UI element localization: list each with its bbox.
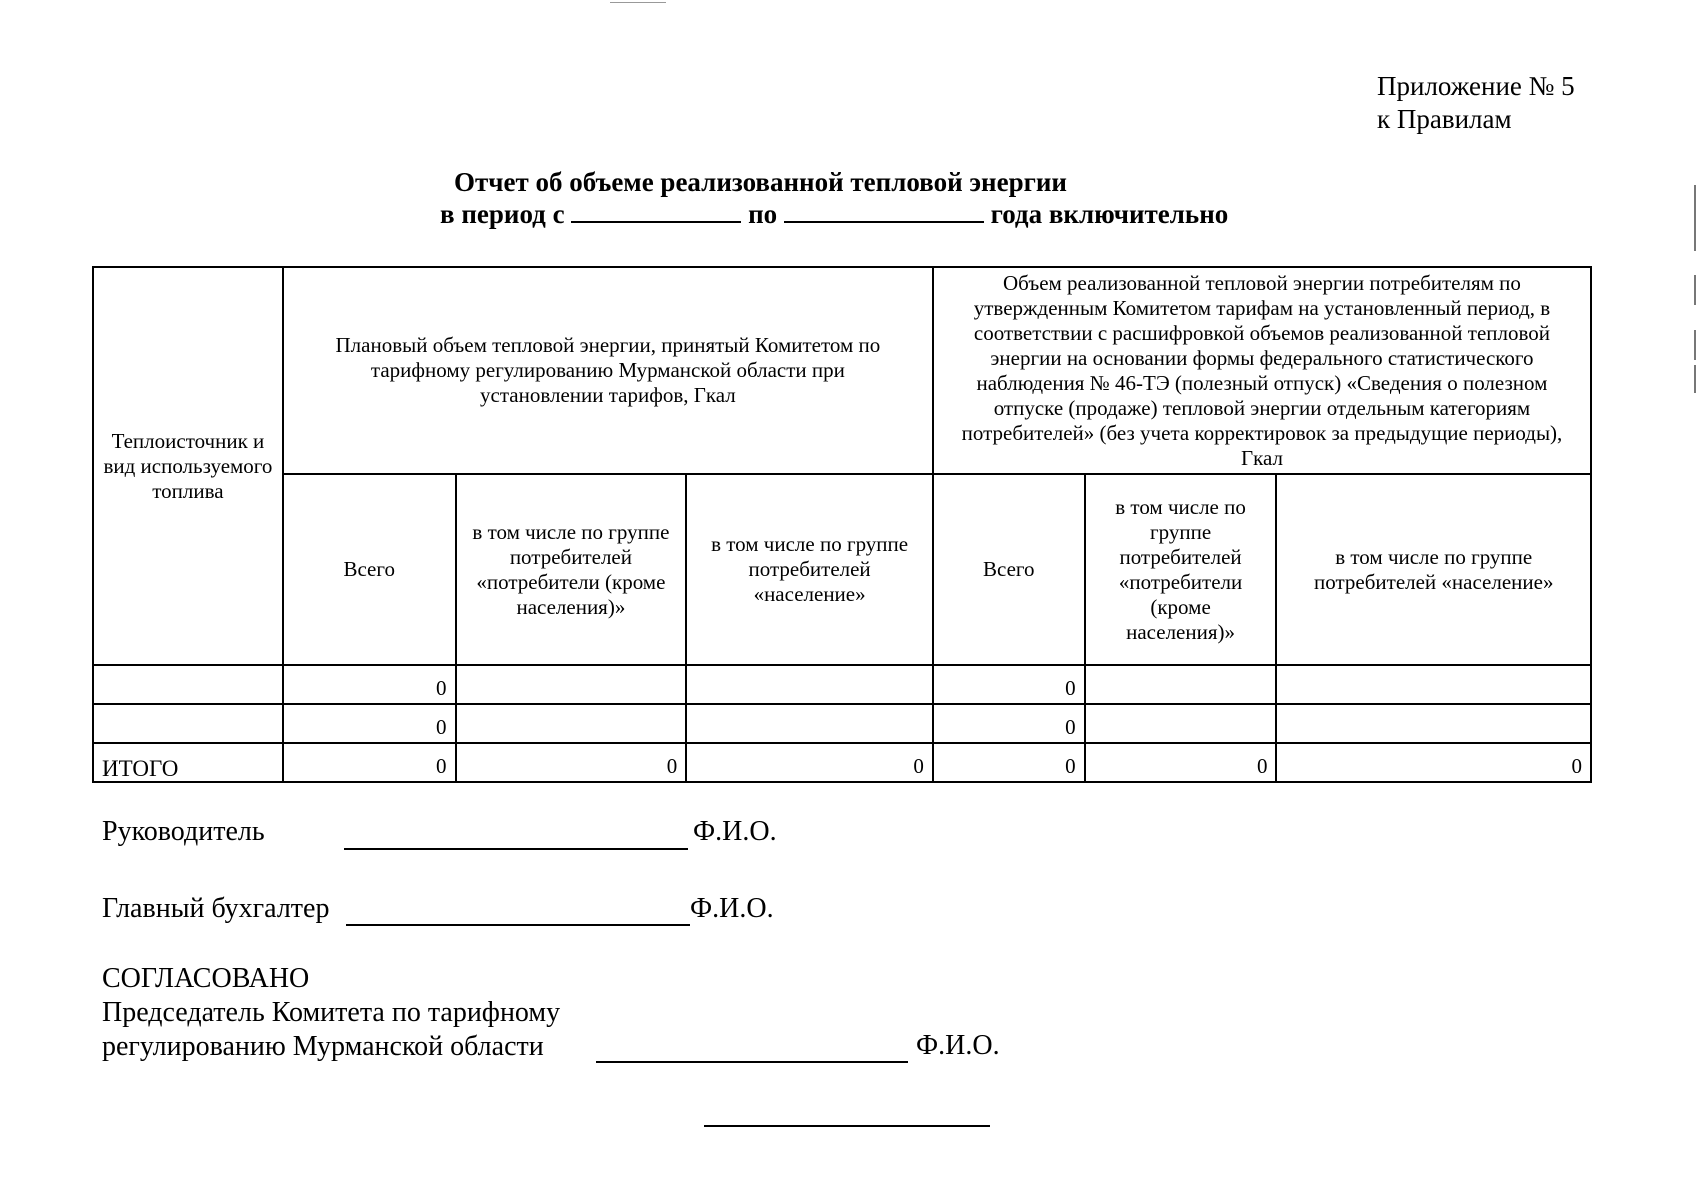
cell-source[interactable] bbox=[93, 704, 283, 743]
cell-actual-total[interactable]: 0 bbox=[933, 704, 1085, 743]
document-period bbox=[440, 199, 1228, 230]
table-subheader-row bbox=[93, 474, 1591, 665]
accountant-signature-line[interactable] bbox=[346, 924, 690, 926]
period-year-label: года включительно bbox=[990, 199, 1229, 229]
cell-total-label: ИТОГО bbox=[93, 743, 283, 782]
cell-total-planned-total: 0 bbox=[283, 743, 456, 782]
cell-actual-population[interactable] bbox=[1276, 665, 1591, 704]
scan-artifact-edge bbox=[1694, 330, 1696, 360]
header-actual-population: в том числе по группе потребителей «население» bbox=[1276, 474, 1591, 665]
cell-planned-non-population[interactable] bbox=[456, 704, 687, 743]
cell-planned-total[interactable]: 0 bbox=[283, 665, 456, 704]
scan-artifact-edge bbox=[1694, 185, 1696, 251]
agreed-heading: СОГЛАСОВАНО bbox=[102, 963, 310, 994]
chairman-signature-line[interactable] bbox=[596, 1061, 908, 1063]
cell-planned-non-population[interactable] bbox=[456, 665, 687, 704]
header-planned-non-population: в том числе по группе потребителей «потребители (кроме населения)» bbox=[456, 474, 687, 665]
accountant-label: Главный бухгалтер bbox=[102, 893, 330, 924]
table-total-row bbox=[93, 743, 1591, 782]
cell-total-actual-population: 0 bbox=[1276, 743, 1591, 782]
cell-actual-non-population[interactable] bbox=[1085, 704, 1277, 743]
cell-planned-population[interactable] bbox=[686, 665, 933, 704]
chairman-title-line2: регулированию Мурманской области bbox=[102, 1031, 544, 1062]
header-planned-group: Плановый объем тепловой энергии, принятый Комитетом по тарифному регулированию Мурманской области при установлении тарифов, Гкал bbox=[283, 267, 933, 474]
appendix-number: Приложение № 5 bbox=[1377, 71, 1575, 101]
document-title: Отчет об объеме реализованной тепловой энергии bbox=[454, 167, 1067, 197]
cell-total-planned-non-population: 0 bbox=[456, 743, 687, 782]
cell-total-planned-population: 0 bbox=[686, 743, 933, 782]
closing-rule bbox=[704, 1125, 990, 1127]
cell-actual-non-population[interactable] bbox=[1085, 665, 1277, 704]
chairman-fio: Ф.И.О. bbox=[916, 1030, 1000, 1061]
cell-planned-total[interactable]: 0 bbox=[283, 704, 456, 743]
chairman-title-line1: Председатель Комитета по тарифному bbox=[102, 997, 561, 1028]
header-actual-group: Объем реализованной тепловой энергии потребителям по утвержденным Комитетом тарифам на установленный период, в соответствии с расшифровкой объемов реализованной тепловой энергии на основании формы федерального статистического наблюдения № 46-ТЭ (полезный отпуск) «Сведения о полезном отпуске (продаже) тепловой энергии отдельным категориям потребителей» (без учета корректировок за предыдущие периоды), Гкал bbox=[933, 267, 1591, 474]
scan-artifact-edge bbox=[1694, 275, 1696, 305]
cell-actual-total[interactable]: 0 bbox=[933, 665, 1085, 704]
header-planned-population: в том числе по группе потребителей «население» bbox=[686, 474, 933, 665]
header-planned-total: Всего bbox=[283, 474, 456, 665]
appendix-reference bbox=[1377, 70, 1575, 136]
scan-artifact-top bbox=[610, 2, 666, 3]
report-table bbox=[92, 266, 1592, 783]
table-header-row bbox=[93, 267, 1591, 474]
cell-planned-population[interactable] bbox=[686, 704, 933, 743]
period-from-blank[interactable] bbox=[571, 199, 741, 223]
period-to-blank[interactable] bbox=[784, 199, 984, 223]
header-actual-total: Всего bbox=[933, 474, 1085, 665]
cell-total-actual-total: 0 bbox=[933, 743, 1085, 782]
head-signature-line[interactable] bbox=[344, 848, 688, 850]
header-source: Теплоисточник и вид используемого топлива bbox=[93, 267, 283, 665]
appendix-rules: к Правилам bbox=[1377, 104, 1512, 134]
cell-total-actual-non-population: 0 bbox=[1085, 743, 1277, 782]
cell-source[interactable] bbox=[93, 665, 283, 704]
head-fio: Ф.И.О. bbox=[693, 816, 777, 847]
period-to-label: по bbox=[748, 199, 778, 229]
header-actual-non-population: в том числе по группе потребителей «потребители (кроме населения)» bbox=[1085, 474, 1277, 665]
table-row bbox=[93, 704, 1591, 743]
accountant-fio: Ф.И.О. bbox=[690, 893, 774, 924]
head-label: Руководитель bbox=[102, 816, 265, 847]
cell-actual-population[interactable] bbox=[1276, 704, 1591, 743]
period-from-label: в период с bbox=[440, 199, 565, 229]
table-row bbox=[93, 665, 1591, 704]
scan-artifact-edge bbox=[1694, 365, 1696, 393]
